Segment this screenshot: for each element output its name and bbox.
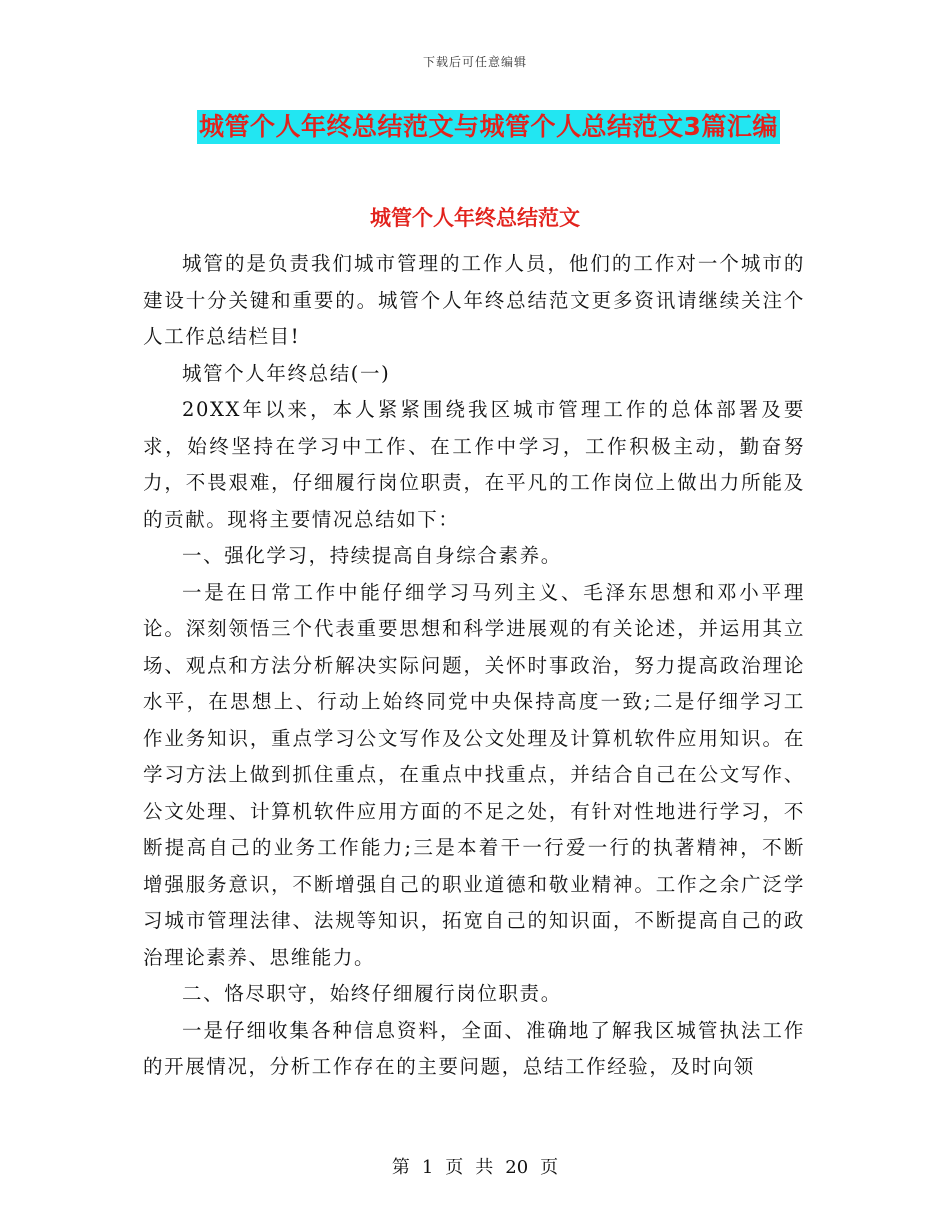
document-body [143,246,805,1086]
paragraph-heading-1: 一、强化学习，持续提高自身综合素养。 [182,544,562,567]
paragraph-overview: 20XX年以来，本人紧紧围绕我区城市管理工作的总体部署及要求，始终坚持在学习中工作、在工作中学习，工作积极主动，勤奋努力，不畏艰难，仔细履行岗位职责，在平凡的工作岗位上做出力所能及的贡献。现将主要情况总结如下： [143,398,805,531]
paragraph-intro: 城管的是负责我们城市管理的工作人员，他们的工作对一个城市的建设十分关键和重要的。城管个人年终总结范文更多资讯请继续关注个人工作总结栏目! [143,252,805,348]
page-label-total-prefix: 共 [475,1157,494,1178]
page-current: 1 [421,1157,434,1178]
paragraph-heading-2: 二、恪尽职守，始终仔细履行岗位职责。 [182,982,562,1005]
page-label-prefix: 第 [391,1157,410,1178]
page-footer [0,1153,950,1179]
header-note: 下载后可任意编辑 [422,55,527,69]
paragraph-subtitle: 城管个人年终总结(一) [182,361,391,385]
section-title: 城管个人年终总结范文 [370,206,580,230]
page-label-suffix: 页 [540,1157,559,1178]
paragraph-duties: 一是仔细收集各种信息资料，全面、准确地了解我区城管执法工作的开展情况，分析工作存在的主要问题，总结工作经验，及时向领 [143,1018,805,1078]
paragraph-study: 一是在日常工作中能仔细学习马列主义、毛泽东思想和邓小平理论。深刻领悟三个代表重要思想和科学进展观的有关论述，并运用其立场、观点和方法分析解决实际问题，关怀时事政治，努力提高政治理论水平，在思想上、行动上始终同党中央保持高度一致;二是仔细学习工作业务知识，重点学习公文写作及公文处理及计算机软件应用知识。在学习方法上做到抓住重点，在重点中找重点，并结合自己在公文写作、公文处理、计算机软件应用方面的不足之处，有针对性地进行学习，不断提高自己的业务工作能力;三是本着干一行爱一行的执著精神，不断增强服务意识，不断增强自己的职业道德和敬业精神。工作之余广泛学习城市管理法律、法规等知识，拓宽自己的知识面，不断提高自己的政治理论素养、思维能力。 [143,580,805,969]
page-total: 20 [505,1157,529,1178]
document-title: 城管个人年终总结范文与城管个人总结范文3篇汇编 [197,110,780,144]
page-label-middle: 页 [445,1157,464,1178]
